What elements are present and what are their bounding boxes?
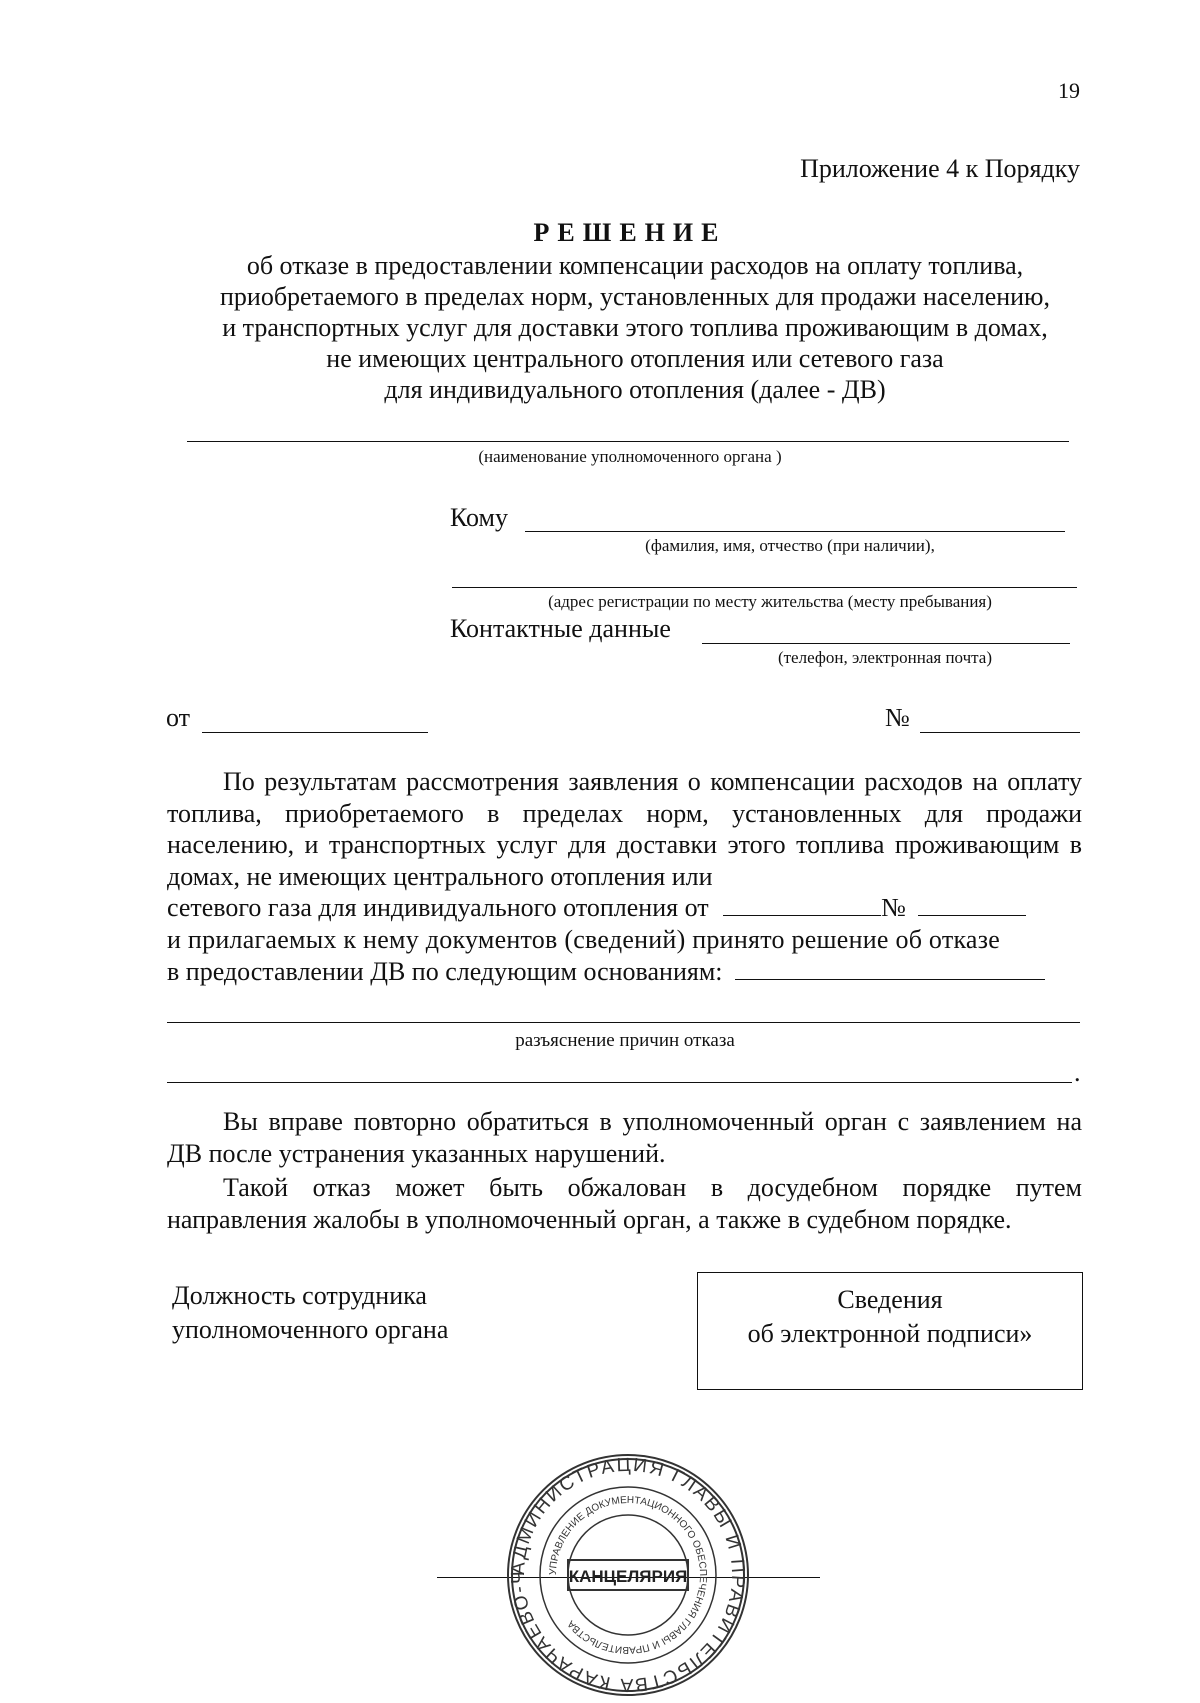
reasons-end-dot: . — [1074, 1058, 1081, 1087]
appendix-reference: Приложение 4 к Порядку — [800, 154, 1080, 183]
grounds-label: в предоставлении ДВ по следующим основаниям: — [167, 957, 723, 986]
decision-text-date: сетевого газа для индивидуального отопления от — [167, 893, 709, 922]
appeal-paragraph — [167, 1172, 1082, 1235]
recipient-name-line — [525, 531, 1065, 532]
authority-caption: (наименование уполномоченного органа ) — [478, 447, 782, 466]
document-title: РЕШЕНИЕ — [533, 218, 727, 247]
subtitle-line: не имеющих центрального отопления или сетевого газа — [326, 344, 944, 373]
stamp-center-text: КАНЦЕЛЯРИЯ — [568, 1567, 688, 1586]
decision-text: По результатам рассмотрения заявления о компенсации расходов на оплату топлива, приобретаемого в пределах норм, установленных для продажи населению, и транспортных услуг для доставки этого топлива проживающим в домах, не имеющих центрального отопления или — [167, 767, 1082, 891]
reasons-caption: разъяснение причин отказа — [515, 1030, 735, 1051]
signature-box-line: Сведения — [837, 1285, 943, 1314]
contacts-caption: (телефон, электронная почта) — [777, 648, 993, 667]
application-number-label: № — [881, 893, 906, 922]
reasons-line-2 — [167, 1082, 1072, 1083]
decision-paragraph — [167, 766, 1082, 892]
decision-line-5 — [167, 892, 1082, 924]
stamp-inner-text: УПРАВЛЕНИЕ ДОКУМЕНТАЦИОННОГО ОБЕСПЕЧЕНИЯ ГЛАВЫ И ПРАВИТЕЛЬСТВА — [547, 1494, 709, 1656]
recipient-address-caption: (адрес регистрации по месту жительства (месту пребывания) — [548, 592, 992, 611]
number-label: № — [885, 703, 910, 732]
subtitle-line: и транспортных услуг для доставки этого топлива проживающим в домах, — [222, 313, 1048, 342]
reapply-paragraph — [167, 1106, 1082, 1169]
contacts-line — [702, 643, 1070, 644]
date-line — [202, 732, 428, 733]
document-subtitle — [160, 250, 1110, 405]
authority-blank-line — [187, 441, 1069, 442]
decision-line-7 — [167, 956, 1082, 988]
reapply-text: Вы вправе повторно обратиться в уполномоченный орган с заявлением на ДВ после устранения указанных нарушений. — [167, 1107, 1082, 1168]
employee-position-line: Должность сотрудника — [172, 1281, 427, 1310]
recipient-name-caption: (фамилия, имя, отчество (при наличии), — [645, 536, 935, 555]
contacts-label: Контактные данные — [450, 614, 671, 643]
grounds-blank — [735, 957, 1045, 980]
page-number: 19 — [1058, 78, 1080, 103]
subtitle-line: для индивидуального отопления (далее - ДВ) — [384, 375, 886, 404]
signature-box-line: об электронной подписи» — [747, 1319, 1033, 1348]
office-stamp — [505, 1452, 751, 1698]
reasons-line-1 — [167, 1022, 1080, 1023]
appeal-text: Такой отказ может быть обжалован в досудебном порядке путем направления жалобы в уполномоченный орган, а также в судебном порядке. — [167, 1173, 1082, 1234]
date-label: от — [166, 703, 191, 732]
employee-position-line: уполномоченного органа — [172, 1315, 449, 1344]
stamp-outer-text: АДМИНИСТРАЦИЯ ГЛАВЫ И ПРАВИТЕЛЬСТВА КАРАЧАЕВО-Ч — [507, 1454, 749, 1696]
electronic-signature-box — [697, 1272, 1083, 1390]
employee-position — [172, 1279, 448, 1347]
application-date-blank — [723, 893, 881, 916]
subtitle-line: об отказе в предоставлении компенсации расходов на оплату топлива, — [246, 251, 1024, 280]
recipient-address-line — [452, 587, 1077, 588]
decision-line-6: и прилагаемых к нему документов (сведений) принято решение об отказе — [167, 925, 1001, 954]
application-number-blank — [918, 893, 1026, 916]
number-line — [920, 732, 1080, 733]
subtitle-line: приобретаемого в пределах норм, установленных для продажи населению, — [220, 282, 1050, 311]
stamp-seal-icon — [505, 1452, 751, 1698]
recipient-label: Кому — [450, 503, 509, 532]
